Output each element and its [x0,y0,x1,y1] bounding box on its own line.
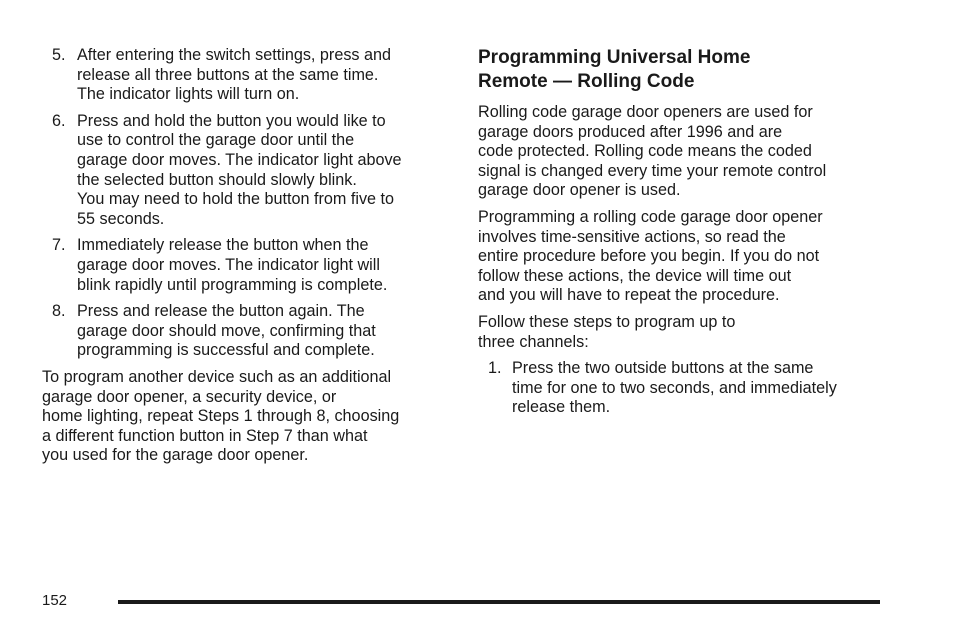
step-number: 5. [52,46,66,64]
text-line: release all three buttons at the same time. [77,65,379,84]
left-column [42,46,446,473]
body-paragraph [42,368,446,466]
text-line: blink rapidly until programming is complete. [77,275,388,294]
text-line: Follow these steps to program up to [478,312,736,331]
text-line: Press and release the button again. The [77,302,365,321]
text-line: garage doors produced after 1996 and are [478,122,783,141]
text-line: garage door opener, a security device, or [42,387,337,406]
text-line: three channels: [478,332,589,351]
body-paragraph [478,208,878,306]
step-number: 7. [52,236,66,255]
list-item [42,302,446,361]
body-paragraph [478,103,878,201]
text-line: code protected. Rolling code means the coded [478,142,812,161]
text-line: Rolling code garage door openers are used for [478,103,813,121]
text-line: garage door opener is used. [478,181,681,200]
text-line: follow these actions, the device will time out [478,266,792,285]
text-line: programming is successful and complete. [77,341,375,360]
text-line: involves time-sensitive actions, so read the [478,227,786,246]
text-line: home lighting, repeat Steps 1 through 8, choosing [42,407,400,426]
list-item [42,46,446,105]
right-column [478,46,878,425]
text-line: The indicator lights will turn on. [77,85,300,104]
text-line: release them. [512,398,611,417]
text-line: use to control the garage door until the [77,131,355,150]
text-line: Programming a rolling code garage door opener [478,207,823,226]
text-line: a different function button in Step 7 than what [42,426,368,445]
text-line: To program another device such as an additional [42,367,392,386]
footer-rule [118,600,880,604]
text-line: After entering the switch settings, press and [77,46,392,64]
text-line: garage door should move, confirming that [77,321,376,340]
text-line: You may need to hold the button from five to [77,190,395,209]
text-line: signal is changed every time your remote control [478,161,827,180]
steps-list [42,46,446,361]
text-line: and you will have to repeat the procedure. [478,286,780,305]
text-line: you used for the garage door opener. [42,446,309,465]
text-line: Press the two outside buttons at the same [512,359,814,378]
text-line: 55 seconds. [77,209,165,228]
steps-list [478,359,878,418]
page-number: 152 [42,592,68,609]
heading-line: Remote — Rolling Code [478,71,695,92]
body-paragraph [478,313,878,352]
step-number: 1. [488,359,502,378]
text-line: garage door moves. The indicator light above [77,150,402,169]
text-line: Press and hold the button you would like to [77,111,386,130]
text-line: Immediately release the button when the [77,236,369,255]
list-item [42,236,446,295]
text-line: entire procedure before you begin. If you do not [478,247,820,266]
text-line: the selected button should slowly blink. [77,170,357,189]
text-line: time for one to two seconds, and immediately [512,378,837,397]
section-heading [478,46,878,94]
step-number: 8. [52,302,66,321]
list-item [42,112,446,230]
list-item [478,359,878,418]
step-number: 6. [52,111,66,130]
heading-line: Programming Universal Home [478,47,751,68]
text-line: garage door moves. The indicator light will [77,255,380,274]
